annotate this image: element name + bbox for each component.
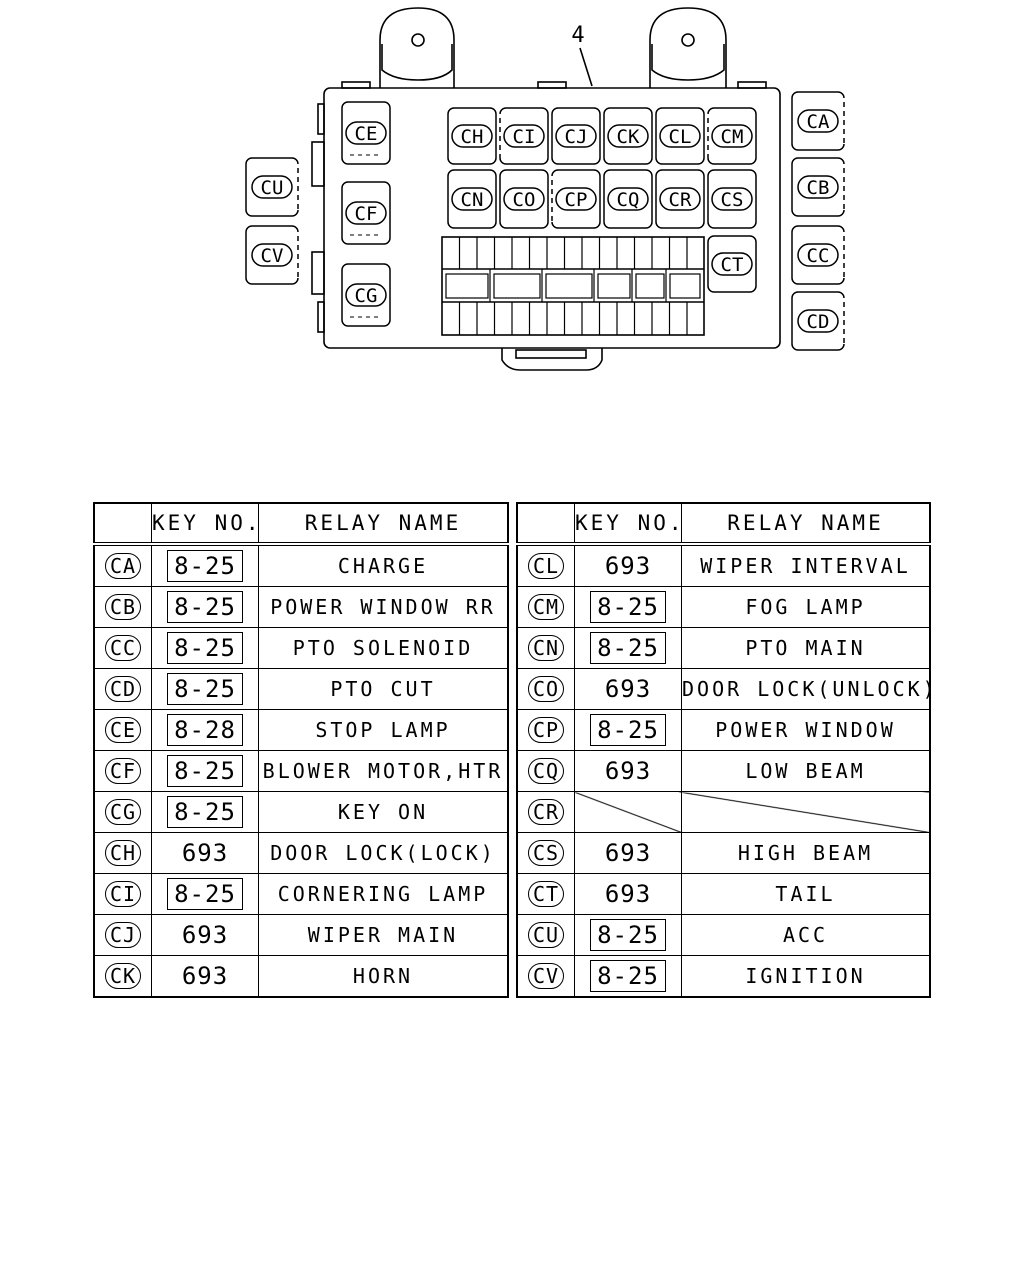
relay-name-cell <box>259 544 509 587</box>
relay-name: STOP LAMP <box>315 718 451 742</box>
relay-code: CQ <box>528 758 564 784</box>
relay-name-cell <box>259 751 509 792</box>
relay-code-cell <box>517 544 575 587</box>
relay-code: CR <box>528 799 564 825</box>
key-number: 8-25 <box>167 591 243 623</box>
relay-code: CG <box>105 799 141 825</box>
key-number: 8-25 <box>590 591 666 623</box>
relay-label: CS <box>720 189 744 211</box>
table-row <box>517 792 930 833</box>
relay-label: CO <box>512 189 536 211</box>
key-number: 8-25 <box>167 796 243 828</box>
relay-code: CA <box>105 553 141 579</box>
relay-code-cell <box>517 915 575 956</box>
relay-code: CP <box>528 717 564 743</box>
relay-code-cell <box>94 544 152 587</box>
relay-label: CQ <box>616 189 640 211</box>
table-row <box>517 874 930 915</box>
key-no-cell <box>152 544 259 587</box>
relay-name: DOOR LOCK(LOCK) <box>270 841 496 865</box>
relay-name-cell <box>259 587 509 628</box>
key-number: 693 <box>181 962 229 990</box>
relay-code: CV <box>528 963 564 989</box>
relay-ct <box>708 236 756 292</box>
table-row <box>517 544 930 587</box>
relay-name: WIPER MAIN <box>307 923 459 947</box>
relay-name: FOG LAMP <box>745 595 866 619</box>
relay-cg <box>342 264 390 326</box>
relay-code-cell <box>94 669 152 710</box>
relay-code-cell <box>517 710 575 751</box>
key-number: 693 <box>181 921 229 949</box>
relay-code: CJ <box>105 922 141 948</box>
relay-code-cell <box>94 874 152 915</box>
relay-code: CU <box>528 922 564 948</box>
relay-name-header: RELAY NAME <box>259 503 509 544</box>
relay-ce <box>342 102 390 164</box>
key-number: 693 <box>604 675 652 703</box>
relay-table-left <box>93 502 509 998</box>
relay-name-cell <box>259 628 509 669</box>
relay-code-cell <box>94 833 152 874</box>
table-row <box>517 710 930 751</box>
relay-name: CHARGE <box>337 554 429 578</box>
relay-name-cell <box>682 874 931 915</box>
key-number: 693 <box>604 839 652 867</box>
table-row <box>94 792 508 833</box>
relay-label: CK <box>616 126 640 148</box>
relay-name-cell <box>682 751 931 792</box>
table-row <box>94 833 508 874</box>
relay-name: CORNERING LAMP <box>277 882 489 906</box>
relay-code-cell <box>517 874 575 915</box>
relay-label: CC <box>806 245 830 267</box>
relay-code-cell <box>517 669 575 710</box>
table-row <box>94 710 508 751</box>
key-number: 8-25 <box>590 714 666 746</box>
key-no-cell <box>575 751 682 792</box>
key-no-cell <box>152 587 259 628</box>
relay-name-cell <box>259 833 509 874</box>
relay-label: CM <box>720 126 744 148</box>
relay-code: CS <box>528 840 564 866</box>
table-row <box>94 956 508 998</box>
key-no-cell <box>152 956 259 998</box>
relay-cs <box>708 170 756 228</box>
relay-label: CH <box>460 126 484 148</box>
relay-label: CI <box>512 126 536 148</box>
key-no-cell <box>152 792 259 833</box>
relay-cd <box>792 292 844 350</box>
relay-code-cell <box>517 792 575 833</box>
relay-name-cell <box>682 669 938 710</box>
relay-code: CE <box>105 717 141 743</box>
relay-code-cell <box>94 628 152 669</box>
relay-ci <box>500 108 548 164</box>
relay-table-right <box>516 502 938 998</box>
relay-code-cell <box>517 751 575 792</box>
key-number: 8-25 <box>590 632 666 664</box>
relay-code: CI <box>105 881 141 907</box>
relay-name-cell <box>682 833 931 874</box>
relay-cp <box>552 170 600 228</box>
relay-name: HORN <box>352 964 414 988</box>
relay-code-cell <box>94 956 152 998</box>
key-no-cell <box>575 833 682 874</box>
relay-code-cell <box>94 587 152 628</box>
key-no-cell <box>152 628 259 669</box>
key-no-cell <box>575 628 682 669</box>
relay-name: PTO SOLENOID <box>292 636 474 660</box>
relay-code-cell <box>517 956 575 998</box>
key-number: 8-25 <box>167 673 243 705</box>
relay-name: ACC <box>782 923 829 947</box>
mount-hole-right <box>682 34 694 46</box>
relay-code: CO <box>528 676 564 702</box>
relay-code: CH <box>105 840 141 866</box>
fuse-block <box>442 237 704 335</box>
key-number: 693 <box>604 552 652 580</box>
relay-name: LOW BEAM <box>745 759 866 783</box>
relay-name-cell <box>682 544 931 587</box>
key-no-cell <box>575 874 682 915</box>
key-number: 8-25 <box>167 632 243 664</box>
key-number: 8-25 <box>590 960 666 992</box>
relay-cv <box>246 226 298 284</box>
relay-label: CE <box>354 123 378 145</box>
relay-code: CC <box>105 635 141 661</box>
relay-name: KEY ON <box>337 800 429 824</box>
relay-code: CD <box>105 676 141 702</box>
table-row <box>94 669 508 710</box>
relay-name: DOOR LOCK(UNLOCK) <box>682 677 938 701</box>
relay-label: CP <box>564 189 588 211</box>
relay-code-cell <box>94 792 152 833</box>
relay-cr <box>656 170 704 228</box>
relay-cq <box>604 170 652 228</box>
table-row <box>517 956 930 998</box>
relay-name-cell <box>259 669 509 710</box>
relay-code: CK <box>105 963 141 989</box>
key-no-cell <box>575 956 682 998</box>
relay-cu <box>246 158 298 216</box>
relay-code: CF <box>105 758 141 784</box>
key-no-cell <box>575 792 682 833</box>
relay-ch <box>448 108 496 164</box>
table-row <box>517 833 930 874</box>
relay-code-cell <box>94 751 152 792</box>
relay-name: PTO MAIN <box>745 636 866 660</box>
relay-cl <box>656 108 704 164</box>
relay-name: PTO CUT <box>330 677 436 701</box>
relay-code: CL <box>528 553 564 579</box>
key-no-cell <box>575 587 682 628</box>
relay-name-cell <box>682 956 931 998</box>
key-number: 8-25 <box>167 878 243 910</box>
table-row <box>94 587 508 628</box>
table-row <box>517 751 930 792</box>
relay-label: CA <box>806 111 830 133</box>
key-number: 693 <box>181 839 229 867</box>
code-header <box>94 503 152 544</box>
relay-label: CJ <box>564 126 588 148</box>
callout-number: 4 <box>571 23 585 48</box>
relay-code: CB <box>105 594 141 620</box>
relay-label: CT <box>720 254 744 276</box>
table-row <box>517 915 930 956</box>
table-row <box>517 628 930 669</box>
relay-name-header: RELAY NAME <box>682 503 931 544</box>
relay-name: IGNITION <box>745 964 866 988</box>
mount-hole-left <box>412 34 424 46</box>
relay-label: CN <box>460 189 484 211</box>
relay-name-cell <box>259 915 509 956</box>
relay-ck <box>604 108 652 164</box>
relay-box-diagram <box>0 0 1024 420</box>
relay-label: CG <box>354 285 378 307</box>
relay-code-cell <box>517 833 575 874</box>
key-no-cell <box>152 751 259 792</box>
relay-cm <box>708 108 756 164</box>
key-no-cell <box>575 544 682 587</box>
relay-name-cell <box>682 710 931 751</box>
table-row <box>517 669 930 710</box>
relay-name: HIGH BEAM <box>737 841 874 865</box>
key-number: 8-25 <box>167 755 243 787</box>
key-number: 8-25 <box>590 919 666 951</box>
table-row <box>517 587 930 628</box>
key-number: 693 <box>604 757 652 785</box>
table-row <box>94 874 508 915</box>
relay-name-cell <box>682 587 931 628</box>
relay-name: WIPER INTERVAL <box>700 554 911 578</box>
relay-label: CF <box>354 203 378 225</box>
relay-code: CT <box>528 881 564 907</box>
relay-code-cell <box>94 915 152 956</box>
relay-cc <box>792 226 844 284</box>
relay-name: POWER WINDOW <box>715 718 896 742</box>
relay-name-cell <box>259 710 509 751</box>
relay-name-cell <box>682 915 931 956</box>
relay-cb <box>792 158 844 216</box>
key-no-cell <box>152 874 259 915</box>
relay-co <box>500 170 548 228</box>
key-number: 8-28 <box>167 714 243 746</box>
key-no-cell <box>575 915 682 956</box>
code-header <box>517 503 575 544</box>
key-number: 8-25 <box>167 550 243 582</box>
relay-name: BLOWER MOTOR,HTR <box>262 759 504 783</box>
relay-code-cell <box>517 628 575 669</box>
relay-code-cell <box>94 710 152 751</box>
relay-cf <box>342 182 390 244</box>
relay-ca <box>792 92 844 150</box>
relay-name-cell <box>682 792 931 833</box>
relay-cj <box>552 108 600 164</box>
key-no-cell <box>152 833 259 874</box>
key-no-header: KEY NO. <box>152 503 259 544</box>
relay-code: CN <box>528 635 564 661</box>
table-row <box>94 751 508 792</box>
relay-name: TAIL <box>775 882 836 906</box>
key-no-cell <box>152 669 259 710</box>
relay-code-cell <box>517 587 575 628</box>
key-no-cell <box>575 669 682 710</box>
key-no-header: KEY NO. <box>575 503 682 544</box>
key-no-cell <box>575 710 682 751</box>
relay-label: CL <box>668 126 692 148</box>
relay-code: CM <box>528 594 564 620</box>
key-no-cell <box>152 915 259 956</box>
relay-label: CU <box>260 177 284 199</box>
table-row <box>94 628 508 669</box>
relay-label: CV <box>260 245 284 267</box>
table-row <box>94 544 508 587</box>
relay-name-cell <box>259 956 509 998</box>
relay-name: POWER WINDOW RR <box>270 595 496 619</box>
key-no-cell <box>152 710 259 751</box>
relay-name-cell <box>682 628 931 669</box>
relay-label: CB <box>806 177 830 199</box>
relay-name-cell <box>259 792 509 833</box>
relay-label: CD <box>806 311 830 333</box>
relay-name-cell <box>259 874 509 915</box>
table-row <box>94 915 508 956</box>
key-number: 693 <box>604 880 652 908</box>
relay-label: CR <box>668 189 692 211</box>
relay-cn <box>448 170 496 228</box>
